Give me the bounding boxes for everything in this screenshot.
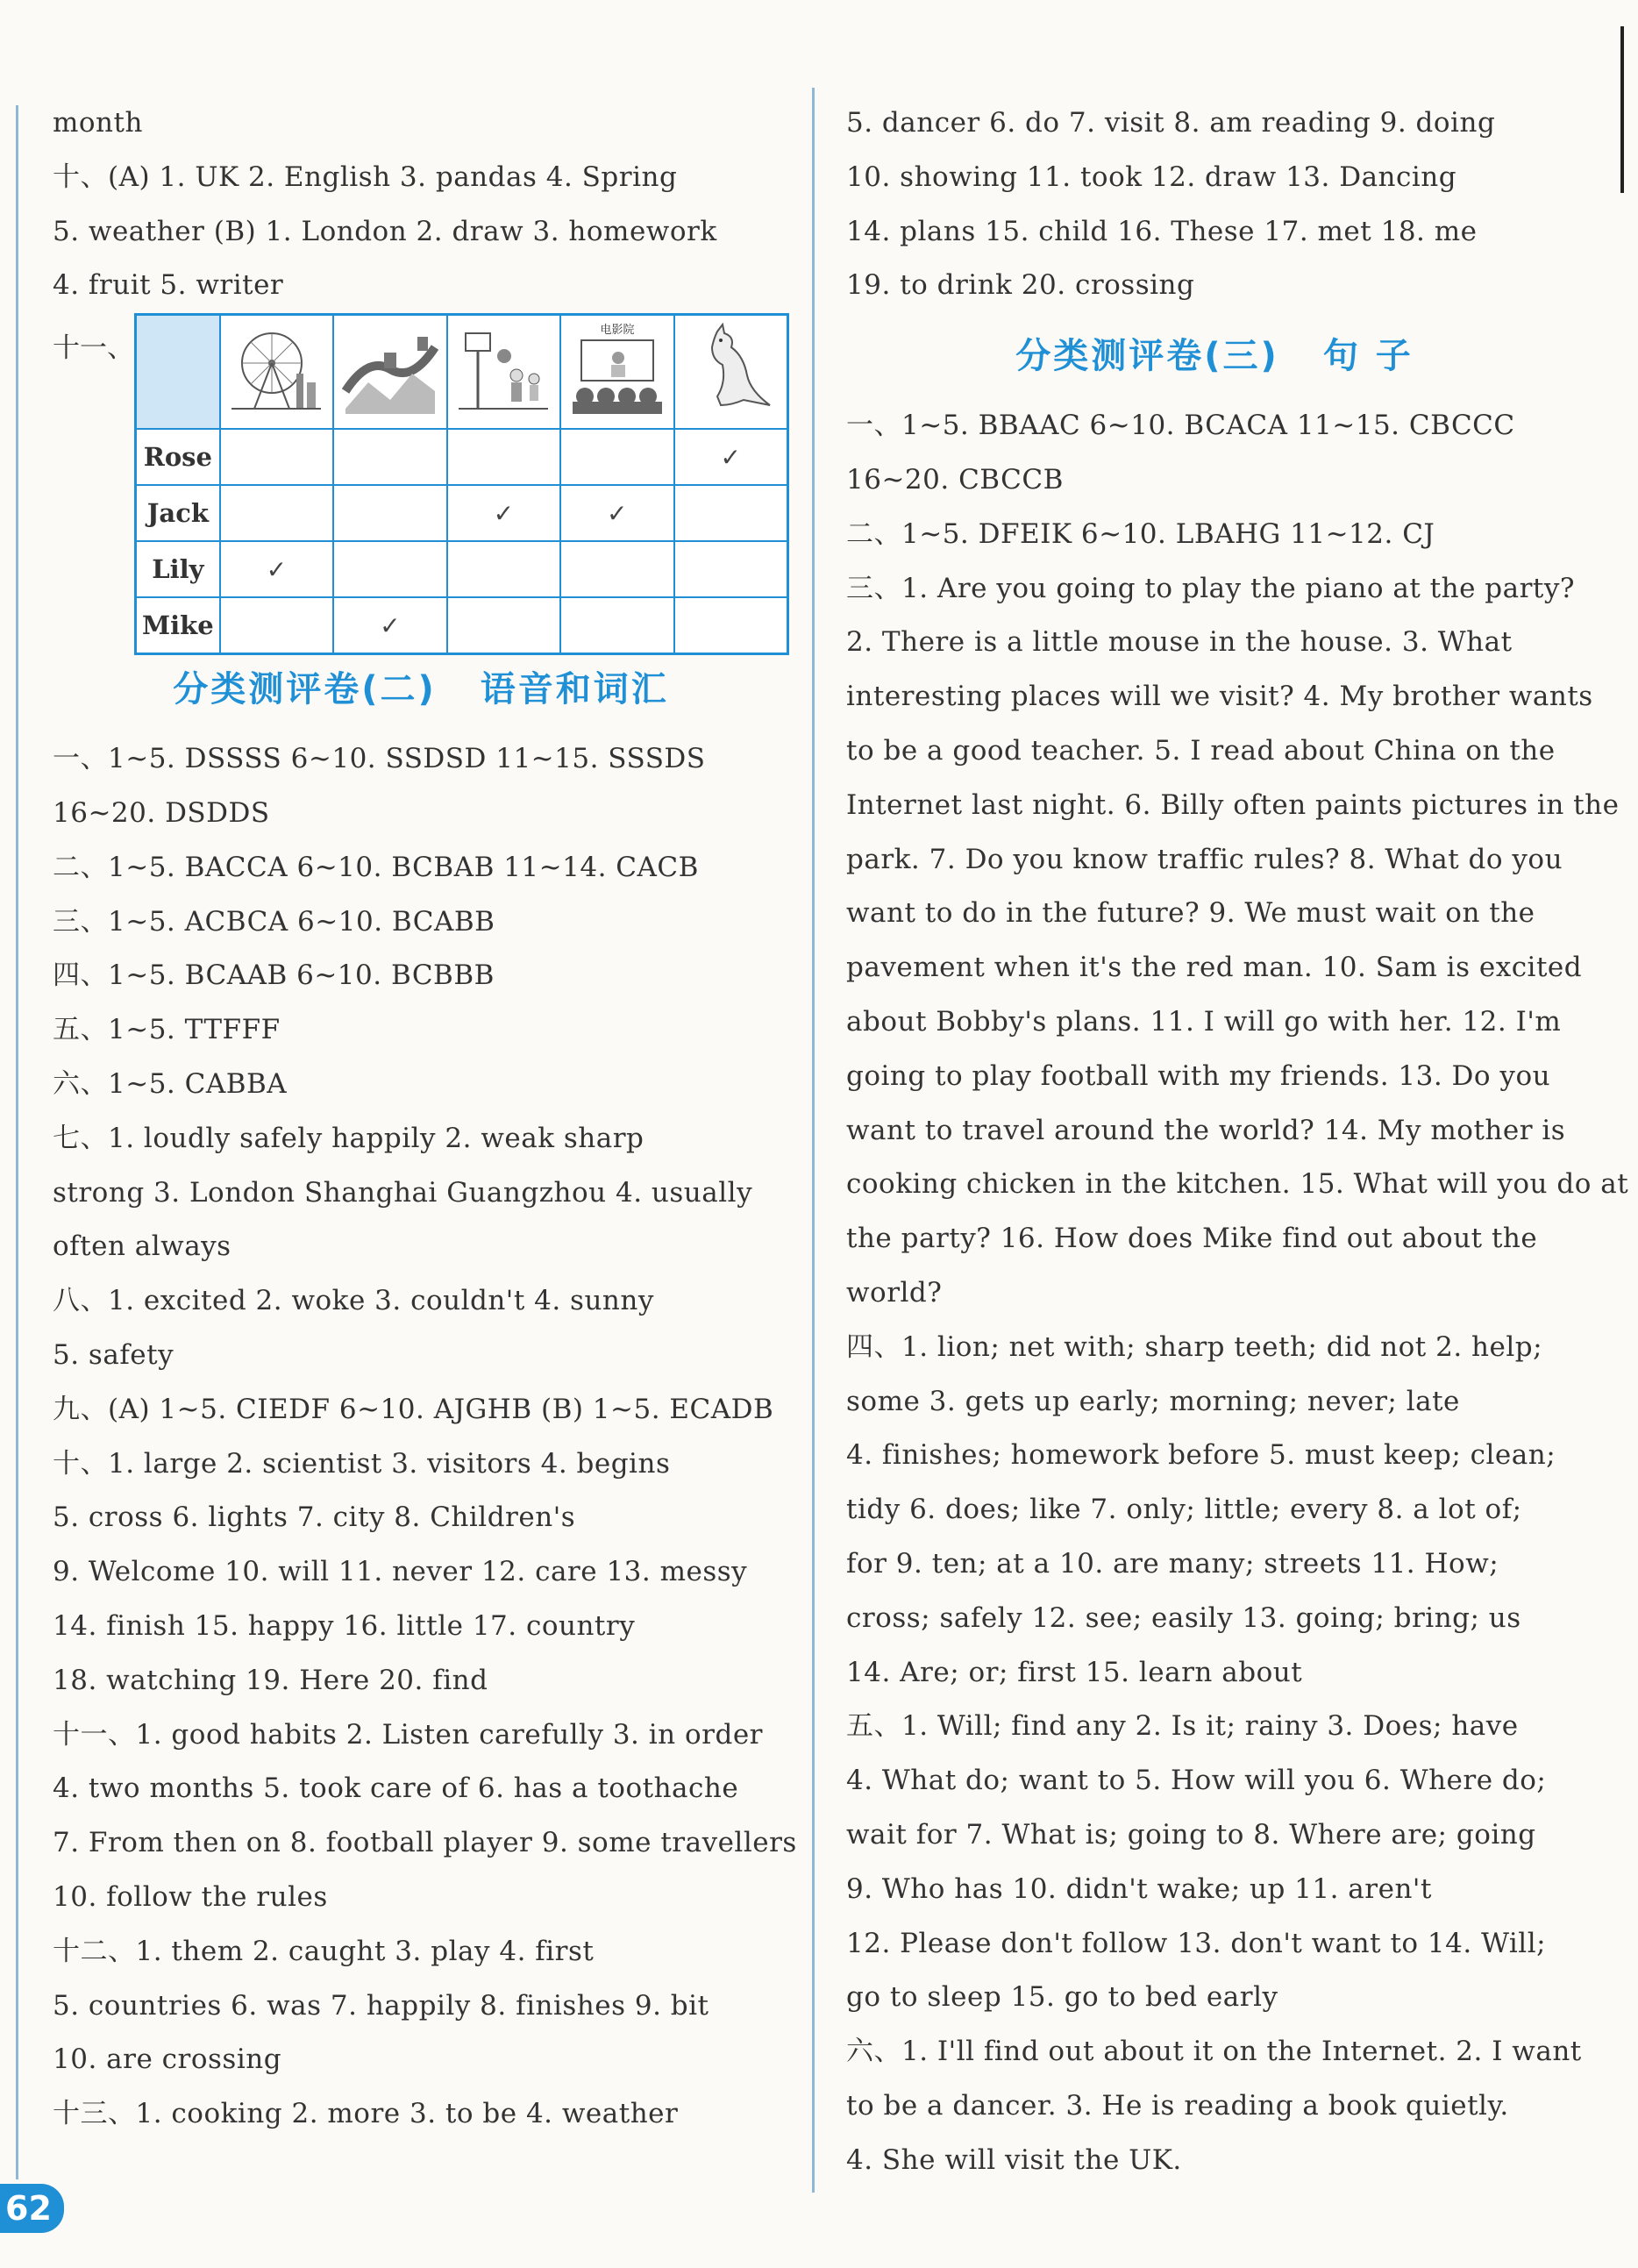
picture-row (136, 315, 788, 430)
check-cell (674, 597, 788, 654)
answer-line: 三、1~5. ACBCA 6~10. BCABB (53, 905, 495, 938)
answer-line: to be a good teacher. 5. I read about China on the (846, 734, 1556, 767)
answer-line: park. 7. Do you know traffic rules? 8. What do you (846, 843, 1563, 875)
answer-line: 七、1. loudly safely happily 2. weak sharp (53, 1122, 645, 1154)
column-divider (812, 88, 815, 2193)
answer-line: 六、1. I'll find out about it on the Internet. 2. I want (846, 2036, 1582, 2068)
answer-line: 14. finish 15. happy 16. little 17. country (53, 1609, 636, 1642)
check-cell (333, 541, 446, 597)
section-title-main: 分类测评卷(三) (1015, 336, 1279, 377)
answer-list (53, 732, 797, 2142)
answer-line: 四、1. lion; net with; sharp teeth; did not 2. help; (846, 1330, 1543, 1363)
check-cell: ✓ (674, 429, 788, 485)
check-cell (447, 597, 560, 654)
row-name: Jack (136, 485, 220, 541)
answer-line: 一、1~5. BBAAC 6~10. BCACA 11~15. CBCCC (846, 410, 1515, 442)
picture-cell (674, 315, 788, 430)
answer-line: interesting places will we visit? 4. My brother wants (846, 681, 1593, 713)
check-cell (447, 541, 560, 597)
answer-line: some 3. gets up early; morning; never; late (846, 1385, 1460, 1417)
check-cell (447, 429, 560, 485)
answer-line: 一、1~5. DSSSS 6~10. SSDSD 11~15. SSSDS (53, 743, 706, 775)
answer-line: cross; safely 12. see; easily 13. going; bring; us (846, 1601, 1521, 1634)
answer-line: 2. There is a little mouse in the house. 3. What (846, 626, 1513, 659)
section-title-sub: 语音和词汇 (480, 669, 669, 710)
table-corner (136, 315, 220, 430)
answer-line: about Bobby's plans. 11. I will go with her. 12. I'm (846, 1005, 1562, 1038)
answer-line: 四、1~5. BCAAB 6~10. BCBBB (53, 959, 495, 992)
section-title-sub: 句 子 (1322, 336, 1414, 377)
answer-line: often always (53, 1230, 231, 1263)
answer-line: 12. Please don't follow 13. don't want to 14. Will; (846, 1927, 1547, 1959)
answer-line: 十二、1. them 2. caught 3. play 4. first (53, 1935, 595, 1967)
answer-line: want to do in the future? 9. We must wait on the (846, 897, 1535, 930)
check-cell (560, 597, 673, 654)
answer-line: 14. plans 15. child 16. These 17. met 18. me (846, 215, 1478, 247)
section-title-main: 分类测评卷(二) (173, 669, 437, 710)
answer-line: to be a dancer. 3. He is reading a book quietly. (846, 2089, 1509, 2122)
right-column (846, 96, 1629, 2187)
answer-line: going to play football with my friends. 13. Do you (846, 1059, 1551, 1092)
page-edge-mark (1620, 26, 1624, 193)
answer-line: 14. Are; or; first 15. learn about (846, 1656, 1303, 1688)
picture-cell (333, 315, 446, 430)
cinema-sign-text: 电影院 (600, 323, 635, 337)
answer-line: want to travel around the world? 14. My mother is (846, 1114, 1566, 1146)
answer-line: 19. to drink 20. crossing (846, 269, 1195, 302)
picture-cell (220, 315, 333, 430)
matching-table-block (53, 313, 789, 646)
answer-line: 十一、1. good habits 2. Listen carefully 3. in order (53, 1718, 763, 1751)
basketball-icon (455, 321, 552, 417)
answer-line: 18. watching 19. Here 20. find (53, 1664, 488, 1696)
check-cell: ✓ (333, 597, 446, 654)
answer-line: 10. showing 11. took 12. draw 13. Dancing (846, 160, 1457, 193)
ferris-wheel-icon (228, 321, 324, 417)
answer-line: 九、(A) 1~5. CIEDF 6~10. AJGHB (B) 1~5. ECADB (53, 1393, 774, 1425)
kangaroo-icon (682, 321, 779, 417)
answer-line: 16~20. DSDDS (53, 796, 270, 829)
check-cell: ✓ (220, 541, 333, 597)
answer-line: 十、(A) 1. UK 2. English 3. pandas 4. Spring (53, 160, 678, 193)
section-title (53, 646, 789, 732)
answer-line: 5. countries 6. was 7. happily 8. finishes 9. bit (53, 1989, 709, 2022)
table-row (136, 541, 788, 597)
answer-line: 十、1. large 2. scientist 3. visitors 4. begins (53, 1447, 671, 1480)
table-row (136, 485, 788, 541)
row-name: Mike (136, 597, 220, 654)
answer-line: month (53, 107, 143, 139)
answer-line: the party? 16. How does Mike find out about the (846, 1223, 1538, 1255)
answer-line: 5. safety (53, 1338, 174, 1371)
picture-cell (560, 315, 673, 430)
check-cell (560, 429, 673, 485)
table-row (136, 597, 788, 654)
answer-line: 十三、1. cooking 2. more 3. to be 4. weather (53, 2098, 679, 2130)
row-name: Lily (136, 541, 220, 597)
answer-line: 二、1~5. BACCA 6~10. BCBAB 11~14. CACB (53, 851, 699, 883)
answer-line: 4. She will visit the UK. (846, 2143, 1182, 2176)
answer-line: 16~20. CBCCB (846, 463, 1064, 496)
answer-line: strong 3. London Shanghai Guangzhou 4. usually (53, 1176, 753, 1209)
check-cell (220, 429, 333, 485)
answer-line: cooking chicken in the kitchen. 15. What will you do at (846, 1168, 1629, 1201)
answer-line: 10. are crossing (53, 2043, 282, 2076)
answer-line: 5. weather (B) 1. London 2. draw 3. homework (53, 215, 717, 247)
matching-table (134, 313, 789, 655)
answer-line: wait for 7. What is; going to 8. Where are; going (846, 1818, 1536, 1851)
answer-line: 4. fruit 5. writer (53, 269, 284, 302)
answer-line: 五、1~5. TTFFF (53, 1014, 281, 1046)
answer-list (846, 399, 1629, 2187)
check-cell: ✓ (560, 485, 673, 541)
answer-line: 六、1~5. CABBA (53, 1067, 288, 1100)
answer-line: go to sleep 15. go to bed early (846, 1981, 1278, 2014)
check-cell (220, 597, 333, 654)
check-cell (560, 541, 673, 597)
answer-line: 7. From then on 8. football player 9. some travellers (53, 1827, 797, 1859)
check-cell (674, 485, 788, 541)
answer-line: 八、1. excited 2. woke 3. couldn't 4. sunny (53, 1285, 654, 1317)
left-margin-rule (16, 105, 18, 2179)
answer-line: 4. What do; want to 5. How will you 6. Where do; (846, 1765, 1547, 1797)
answer-line: tidy 6. does; like 7. only; little; every 8. a lot of; (846, 1494, 1522, 1526)
answer-line: Internet last night. 6. Billy often paints pictures in the (846, 788, 1620, 821)
cinema-icon (569, 321, 666, 417)
answer-line: 4. two months 5. took care of 6. has a toothache (53, 1772, 739, 1805)
answer-line: 五、1. Will; find any 2. Is it; rainy 3. Does; have (846, 1710, 1519, 1743)
picture-cell (447, 315, 560, 430)
answer-line: 三、1. Are you going to play the piano at the party? (846, 572, 1575, 604)
check-cell (333, 429, 446, 485)
left-column (53, 96, 797, 2142)
section-title (846, 313, 1583, 399)
great-wall-icon (342, 321, 438, 417)
check-cell: ✓ (447, 485, 560, 541)
answer-line: 9. Who has 10. didn't wake; up 11. aren't (846, 1872, 1432, 1905)
answer-line: 二、1~5. DFEIK 6~10. LBAHG 11~12. CJ (846, 517, 1435, 550)
answer-line: pavement when it's the red man. 10. Sam is excited (846, 952, 1583, 984)
answer-line: 5. cross 6. lights 7. city 8. Children's (53, 1501, 576, 1534)
check-cell (333, 485, 446, 541)
table-row (136, 429, 788, 485)
answer-line: 9. Welcome 10. will 11. never 12. care 13. messy (53, 1556, 748, 1588)
answer-line: world? (846, 1276, 943, 1309)
answer-line: 5. dancer 6. do 7. visit 8. am reading 9. doing (846, 107, 1496, 139)
check-cell (220, 485, 333, 541)
answer-line: for 9. ten; at a 10. are many; streets 11. How; (846, 1547, 1499, 1580)
answer-line: 4. finishes; homework before 5. must keep; clean; (846, 1439, 1556, 1472)
row-name: Rose (136, 429, 220, 485)
table-label: 十一、 (53, 332, 134, 365)
answer-line: 10. follow the rules (53, 1880, 328, 1913)
page-number: 62 (0, 2184, 64, 2233)
check-cell (674, 541, 788, 597)
